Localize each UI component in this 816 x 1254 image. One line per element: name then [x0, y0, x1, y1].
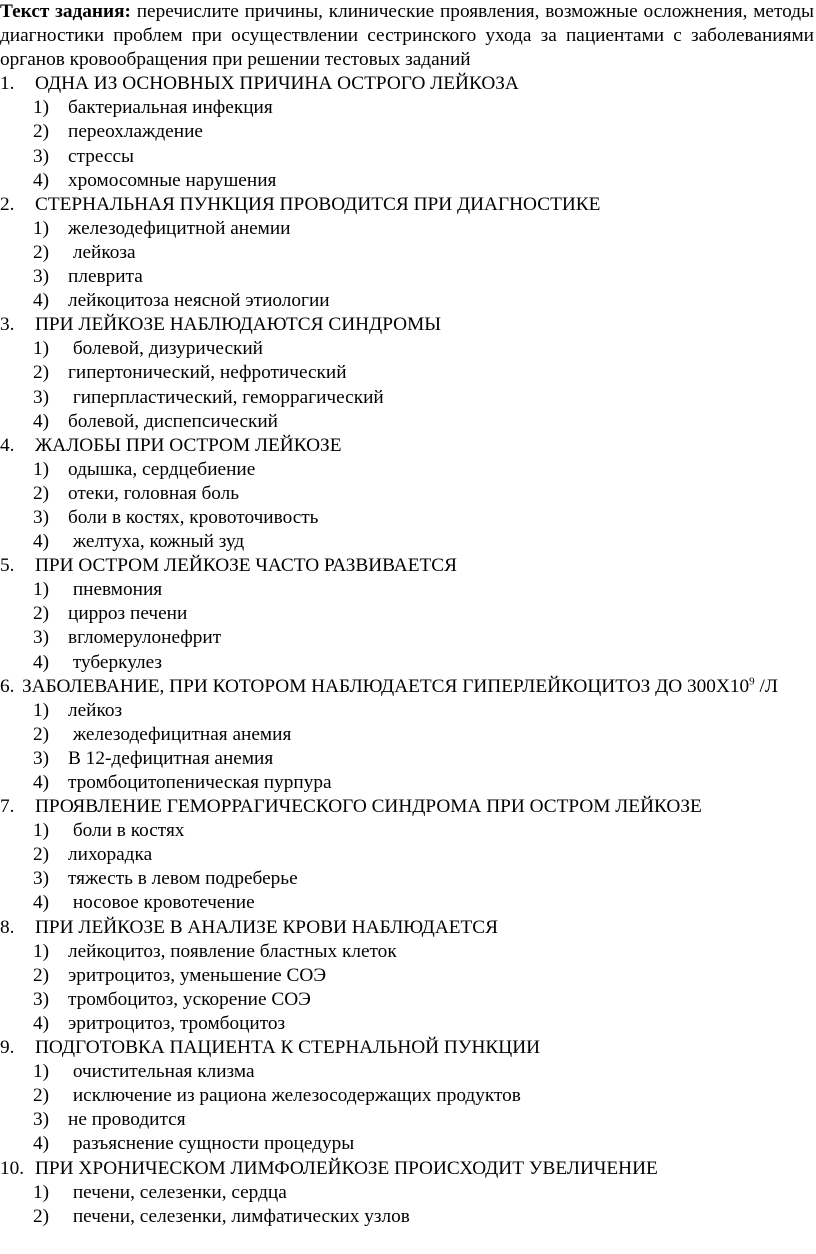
option-text: не проводится — [68, 1109, 186, 1131]
answer-option — [0, 843, 816, 867]
superscript: 9 — [749, 675, 755, 688]
question-text-main: СТЕРНАЛЬНАЯ ПУНКЦИЯ ПРОВОДИТСЯ ПРИ ДИАГНОСТИКЕ — [35, 193, 601, 215]
question-text-main: ЖАЛОБЫ ПРИ ОСТРОМ ЛЕЙКОЗЕ — [35, 434, 342, 456]
option-number: 4) — [33, 531, 50, 553]
answer-option — [0, 530, 816, 554]
option-number: 1) — [33, 458, 50, 480]
option-text: стрессы — [68, 145, 134, 167]
option-text: очистительная клизма — [68, 1061, 255, 1083]
option-text: цирроз печени — [68, 603, 188, 625]
option-number: 1) — [33, 699, 50, 721]
question-text-main: ЗАБОЛЕВАНИЕ, ПРИ КОТОРОМ НАБЛЮДАЕТСЯ ГИПЕРЛЕЙКОЦИТОЗ ДО 300Х10 — [22, 675, 750, 697]
question-text-main: ПРИ ЛЕЙКОЗЕ НАБЛЮДАЮТСЯ СИНДРОМЫ — [35, 314, 442, 336]
answer-option — [0, 169, 816, 193]
option-number: 3) — [33, 747, 50, 769]
answer-option — [0, 747, 816, 771]
answer-option — [0, 482, 816, 506]
answer-option — [0, 506, 816, 530]
option-text: одышка, сердцебиение — [68, 458, 256, 480]
option-text: бактериальная инфекция — [68, 97, 273, 119]
answer-option — [0, 241, 816, 265]
option-number: 2) — [33, 844, 50, 866]
answer-option — [0, 1084, 816, 1108]
option-number: 1) — [33, 820, 50, 842]
question-text — [35, 1036, 816, 1060]
option-number: 2) — [33, 723, 50, 745]
option-number: 1) — [33, 579, 50, 601]
option-number: 3) — [33, 627, 50, 649]
option-text: болевой, дизурический — [68, 338, 264, 360]
question-number: 1. — [0, 73, 15, 95]
question-number: 3. — [0, 314, 15, 336]
question-number: 8. — [0, 916, 15, 938]
answer-option — [0, 289, 816, 313]
answer-option — [0, 819, 816, 843]
answer-option — [0, 1132, 816, 1156]
answer-option — [0, 120, 816, 144]
option-text: пневмония — [68, 579, 163, 601]
option-number: 2) — [33, 482, 50, 504]
option-text: лейкоцитоз, появление бластных клеток — [68, 940, 397, 962]
question-text-main: ПОДГОТОВКА ПАЦИЕНТА К СТЕРНАЛЬНОЙ ПУНКЦИИ — [35, 1037, 541, 1059]
question-number: 5. — [0, 555, 15, 577]
option-number: 2) — [33, 241, 50, 263]
option-text: носовое кровотечение — [68, 892, 255, 914]
option-number: 4) — [33, 1012, 50, 1034]
option-text: болевой, диспепсический — [68, 410, 279, 432]
question-text — [35, 795, 816, 819]
option-text: переохлаждение — [68, 121, 203, 143]
answer-option — [0, 1205, 816, 1229]
option-number: 4) — [33, 772, 50, 793]
answer-option — [0, 265, 816, 289]
question-text-after: /Л — [754, 675, 778, 697]
task-intro — [0, 0, 816, 72]
question-heading — [0, 675, 816, 699]
option-number: 4) — [33, 410, 50, 432]
option-text: лейкоз — [68, 699, 123, 721]
option-text: боли в костях, кровоточивость — [68, 506, 319, 528]
option-number: 1) — [33, 940, 50, 962]
option-number: 1) — [33, 217, 50, 239]
option-number: 1) — [33, 338, 50, 360]
answer-option — [0, 626, 816, 650]
option-text: отеки, головная боль — [68, 482, 240, 504]
option-text: лихорадка — [68, 844, 153, 866]
option-number: 4) — [33, 892, 50, 914]
question-text — [35, 554, 816, 578]
question-heading — [0, 434, 816, 458]
answer-option — [0, 602, 816, 626]
question-heading — [0, 1157, 816, 1181]
question-text — [22, 675, 816, 699]
answer-option — [0, 771, 816, 795]
answer-option — [0, 578, 816, 602]
answer-option — [0, 1181, 816, 1205]
answer-option — [0, 217, 816, 241]
option-number: 3) — [33, 266, 50, 288]
question-text — [35, 1157, 816, 1181]
question-text — [35, 193, 816, 217]
question-text-main: ПРИ ЛЕЙКОЗЕ В АНАЛИЗЕ КРОВИ НАБЛЮДАЕТСЯ — [35, 916, 499, 938]
option-text: хромосомные нарушения — [68, 169, 277, 191]
option-number: 2) — [33, 362, 50, 384]
answer-option — [0, 891, 816, 915]
question-number: 9. — [0, 1037, 15, 1059]
option-text: печени, селезенки, сердца — [68, 1181, 287, 1203]
question-text-main: ОДНА ИЗ ОСНОВНЫХ ПРИЧИНА ОСТРОГО ЛЕЙКОЗА — [35, 73, 519, 95]
question-text — [35, 916, 816, 940]
question-number: 6. — [0, 675, 15, 697]
answer-option — [0, 361, 816, 385]
answer-option — [0, 867, 816, 891]
option-number: 4) — [33, 290, 50, 312]
option-number: 3) — [33, 988, 50, 1010]
option-text: исключение из рациона железосодержащих продуктов — [68, 1085, 521, 1107]
answer-option — [0, 1108, 816, 1132]
answer-option — [0, 458, 816, 482]
question-number: 2. — [0, 193, 15, 215]
option-number: 3) — [33, 386, 50, 408]
question-number: 7. — [0, 796, 15, 818]
option-number: 4) — [33, 1133, 50, 1155]
answer-option — [0, 145, 816, 169]
option-number: 3) — [33, 1109, 50, 1131]
option-text: разъяснение сущности процедуры — [68, 1133, 355, 1155]
question-text-main: ПРИ ОСТРОМ ЛЕЙКОЗЕ ЧАСТО РАЗВИВАЕТСЯ — [35, 555, 457, 577]
option-text: гипертонический, нефротический — [68, 362, 347, 384]
question-number: 4. — [0, 434, 15, 456]
task-label: Текст задания: — [0, 1, 131, 22]
option-text: печени, селезенки, лимфатических узлов — [68, 1205, 410, 1227]
answer-option — [0, 337, 816, 361]
answer-option — [0, 96, 816, 120]
option-number: 2) — [33, 1205, 50, 1227]
option-text: тяжесть в левом подреберье — [68, 868, 298, 890]
option-number: 2) — [33, 964, 50, 986]
option-text: железодефицитной анемии — [68, 217, 291, 239]
answer-option — [0, 1012, 816, 1036]
option-number: 1) — [33, 1061, 50, 1083]
option-text: эритроцитоз, тромбоцитоз — [68, 1012, 286, 1034]
answer-option — [0, 699, 816, 723]
option-text: гиперпластический, геморрагический — [68, 386, 384, 408]
question-heading — [0, 916, 816, 940]
option-number: 2) — [33, 1085, 50, 1107]
option-text: тромбоцитоз, ускорение СОЭ — [68, 988, 311, 1010]
question-heading — [0, 313, 816, 337]
question-list — [0, 72, 816, 1229]
question-heading — [0, 193, 816, 217]
answer-option — [0, 1060, 816, 1084]
option-text: вгломерулонефрит — [68, 627, 222, 649]
answer-option — [0, 723, 816, 747]
option-text: лейкоза — [68, 241, 136, 263]
option-text: туберкулез — [68, 651, 163, 673]
question-text — [35, 434, 816, 458]
question-heading — [0, 554, 816, 578]
option-text: лейкоцитоза неясной этиологии — [68, 290, 330, 312]
question-text-main: ПРОЯВЛЕНИЕ ГЕМОРРАГИЧЕСКОГО СИНДРОМА ПРИ ОСТРОМ ЛЕЙКОЗЕ — [35, 796, 702, 818]
option-text: желтуха, кожный зуд — [68, 531, 245, 553]
option-number: 3) — [33, 145, 50, 167]
option-text: тромбоцитопеническая пурпура — [68, 772, 332, 793]
option-text: железодефицитная анемия — [68, 723, 292, 745]
option-number: 1) — [33, 1181, 50, 1203]
question-heading — [0, 72, 816, 96]
question-heading — [0, 1036, 816, 1060]
option-text: эритроцитоз, уменьшение СОЭ — [68, 964, 327, 986]
answer-option — [0, 651, 816, 675]
answer-option — [0, 410, 816, 434]
option-number: 4) — [33, 651, 50, 673]
option-number: 1) — [33, 97, 50, 119]
option-text: В 12-дефицитная анемия — [68, 747, 274, 769]
answer-option — [0, 386, 816, 410]
option-number: 3) — [33, 506, 50, 528]
answer-option — [0, 964, 816, 988]
question-heading — [0, 795, 816, 819]
task-text: перечислите причины, клинические проявления, возможные осложнения, методы диагностики проблем при осуществлении сестринского ухода за пациентами с заболеваниями органов кровообращения при решении тестовых заданий — [0, 1, 814, 71]
option-number: 4) — [33, 169, 50, 191]
answer-option — [0, 988, 816, 1012]
option-number: 2) — [33, 121, 50, 143]
question-number: 10. — [0, 1157, 25, 1179]
option-text: плеврита — [68, 266, 143, 288]
answer-option — [0, 940, 816, 964]
question-text-main: ПРИ ХРОНИЧЕСКОМ ЛИМФОЛЕЙКОЗЕ ПРОИСХОДИТ УВЕЛИЧЕНИЕ — [35, 1157, 658, 1179]
option-number: 3) — [33, 868, 50, 890]
question-text — [35, 72, 816, 96]
question-text — [35, 313, 816, 337]
option-number: 2) — [33, 603, 50, 625]
option-text: боли в костях — [68, 820, 185, 842]
